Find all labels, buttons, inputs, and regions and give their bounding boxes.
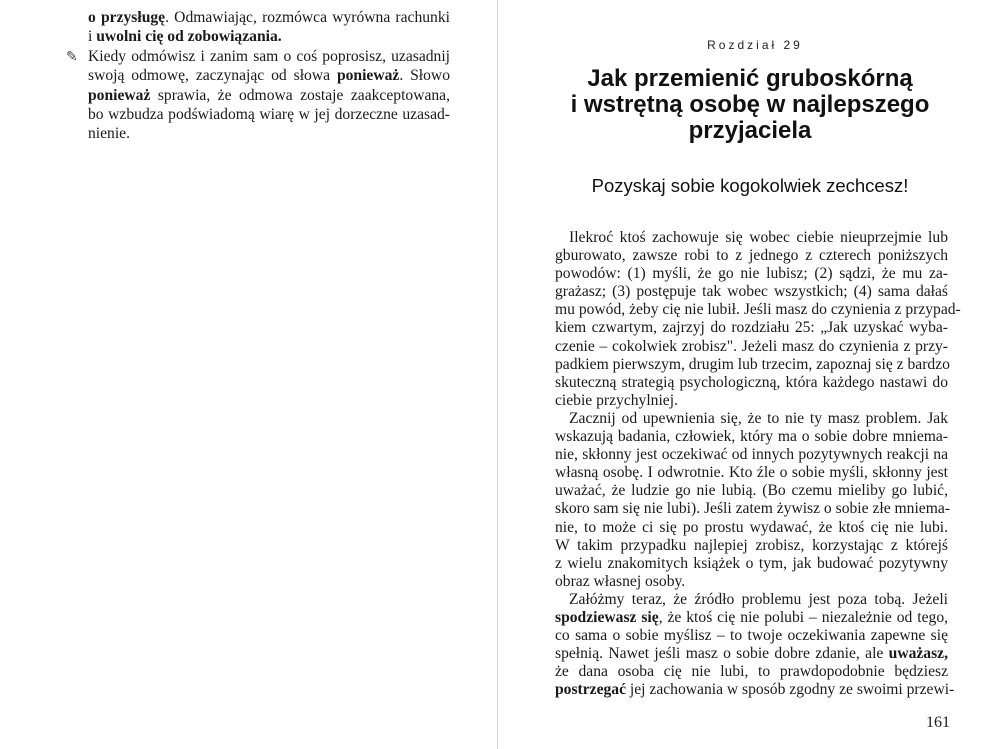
text-run: skoro sam się nie lubi). Jeśli zatem żywisz o sobie złe mniema- xyxy=(555,500,950,518)
text-line xyxy=(555,247,948,265)
text-line xyxy=(555,283,948,301)
text-run: z wielu znakomitych książek o tym, jak budować pozytywny xyxy=(555,554,948,572)
title-line: przyjaciela xyxy=(688,117,812,144)
pencil-icon: ✎ xyxy=(66,50,78,65)
text-run: Załóżmy teraz, że źródło problemu jest poza tobą. Jeżeli xyxy=(569,590,948,608)
text-run: uważać, że ludzie go nie lubią. (Bo czemu mieliby go lubić, xyxy=(555,482,948,500)
text-run: sprawia, że odmowa zostaje zaakceptowana, xyxy=(150,86,450,104)
text-line xyxy=(555,609,948,627)
right-page-text xyxy=(555,229,961,699)
text-run: padkiem pierwszym, drugim lub trzecim, zapoznaj się z bardzo xyxy=(555,355,950,373)
left-page-text xyxy=(66,8,450,144)
text-run: mu powód, żeby cię nie lubił. Jeśli masz do czynienia z przypad- xyxy=(555,301,961,319)
text-line xyxy=(555,591,948,609)
text-run: kiem czwartym, zajrzyj do rozdziału 25: „Jak uzyskać wyba- xyxy=(555,319,948,337)
text-line xyxy=(555,428,948,446)
text-run: nie, to może ci się po prostu wydawać, że ktoś cię nie lubi. xyxy=(555,518,948,536)
title-line: i wstrętną osobę w najlepszego xyxy=(570,91,930,118)
text-run: , że ktoś cię nie polubi – niezależnie od tego, xyxy=(658,608,949,626)
text-line xyxy=(555,319,948,337)
text-run: . Słowo xyxy=(399,67,450,85)
text-line xyxy=(555,627,948,645)
chapter-label: Rozdział 29 xyxy=(707,38,803,52)
text-line xyxy=(555,573,948,591)
text-run: Ilekroć ktoś zachowuje się wobec ciebie nieuprzejmie lub xyxy=(569,229,948,246)
text-line xyxy=(555,229,948,247)
text-run: grażasz; (3) postępuje tak wobec wszystkich; (4) sama dałaś xyxy=(555,283,948,301)
text-run: jej zachowania w sposób zgodny ze swoimi przewi- xyxy=(626,681,955,699)
text-run: Zacznij od upewnienia się, że to nie ty masz problem. Jak xyxy=(569,409,948,427)
text-run: powodów: (1) myśli, że go nie lubisz; (2) sądzi, że mu za- xyxy=(555,265,948,283)
text-run: obraz własnej osoby. xyxy=(555,572,686,590)
text-line xyxy=(555,446,948,464)
text-line xyxy=(555,265,948,283)
text-run: i xyxy=(88,28,97,46)
bold-text-run: postrzegać xyxy=(555,681,627,699)
text-run: nienie. xyxy=(88,125,130,143)
text-run: bo wzbudza podświadomą wiarę w jej dorzeczne uzasad- xyxy=(88,105,450,123)
text-run: czenie – cokolwiek zrobisz". Jeżeli masz do czynienia z przy- xyxy=(555,337,948,355)
bold-text-run: ponieważ xyxy=(88,86,151,104)
text-line xyxy=(555,392,948,410)
text-run: własną osobę. I odwrotnie. Kto źle o sobie myśli, skłonny jest xyxy=(555,464,948,482)
text-line xyxy=(88,105,450,124)
text-line xyxy=(555,645,948,663)
page-number: 161 xyxy=(926,714,950,731)
text-run: W takim przypadku najlepiej zrobisz, korzystając z którejś xyxy=(555,536,948,554)
title-line: Jak przemienić gruboskórną xyxy=(587,65,913,92)
text-run: . Odmawiając, rozmówca wyrówna rachunki xyxy=(165,9,450,26)
chapter-title xyxy=(545,66,955,144)
text-line xyxy=(555,663,948,681)
text-line xyxy=(88,124,450,143)
text-line xyxy=(88,47,450,66)
text-line xyxy=(555,537,948,555)
text-run: skuteczną strategią psychologiczną, która każdego nastawi do xyxy=(555,373,948,391)
text-line xyxy=(555,500,948,518)
bold-text-run: ponieważ xyxy=(336,67,400,85)
text-run: Kiedy odmówisz i zanim sam o coś poprosisz, uzasadnij xyxy=(88,47,450,65)
text-run: spełnią. Nawet jeśli masz o sobie dobre zdanie, ale xyxy=(555,645,889,663)
bold-text-run: uważasz, xyxy=(888,645,948,663)
text-run: że dana osoba cię nie lubi, to prawdopodobnie będziesz xyxy=(555,663,948,681)
text-line xyxy=(555,356,948,374)
text-line xyxy=(555,519,948,537)
text-line xyxy=(555,681,955,699)
text-run: nie, skłonny jest oczekiwać od innych pozytywnych reakcji na xyxy=(555,446,948,464)
text-line xyxy=(555,374,948,392)
text-line xyxy=(555,301,961,319)
text-run: gburowato, zawsze robi to z jednego z czterech poniższych xyxy=(555,247,948,265)
text-line xyxy=(88,86,450,105)
text-run: swoją odmowę, zaczynając od słowa xyxy=(88,67,337,85)
text-line xyxy=(555,482,948,500)
text-line xyxy=(555,410,948,428)
page-gutter xyxy=(497,0,498,749)
text-line xyxy=(555,338,948,356)
bold-text-run: uwolni cię od zobowiązania. xyxy=(96,28,282,46)
text-line xyxy=(88,27,450,46)
chapter-subtitle: Pozyskaj sobie kogokolwiek zechcesz! xyxy=(591,175,909,196)
text-run: co sama o sobie myślisz – to twoje oczekiwania zapewne się xyxy=(555,627,948,645)
text-line xyxy=(88,66,450,85)
text-line xyxy=(88,8,450,27)
bold-text-run: o przysługę xyxy=(88,9,166,26)
text-line xyxy=(555,464,948,482)
text-run: wskazują badania, człowiek, który ma o sobie dobre mniema- xyxy=(555,428,948,446)
bold-text-run: spodziewasz się xyxy=(555,608,659,626)
text-line xyxy=(555,555,948,573)
text-run: ciebie przychylniej. xyxy=(555,391,678,409)
